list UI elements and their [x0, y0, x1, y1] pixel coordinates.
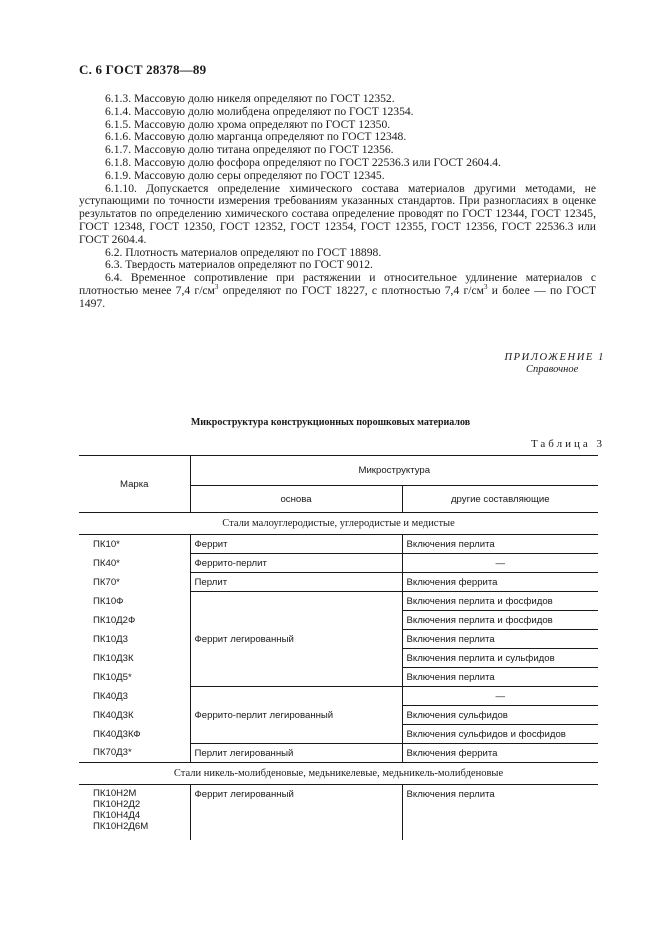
- table-row: [79, 592, 598, 611]
- paragraph-6-1-3: 6.1.3. Массовую долю никеля определяют по ГОСТ 12352.: [105, 92, 395, 105]
- mark-cell: ПК70Д3*: [79, 744, 190, 763]
- paragraph-6-1-5: 6.1.5. Массовую долю хрома определяют по ГОСТ 12350.: [105, 117, 391, 131]
- p64-text-1: 6.4. Временное сопротивление при растяжении и относительное удлинение материалов с плотностью менее 7,4 г/см: [79, 271, 596, 297]
- mark-cell: ПК10Ф: [93, 595, 124, 607]
- mark-cell: ПК40*: [93, 557, 120, 569]
- page-header: С. 6 ГОСТ 28378—89: [79, 62, 207, 77]
- header-other: другие составляющие: [402, 486, 598, 513]
- section-nickel-steels: Стали никель-молибденовые, медьникелевые, медьникель-молибденовые: [79, 763, 598, 785]
- paragraph-6-1-4: 6.1.4. Массовую долю молибдена определяют по ГОСТ 12354.: [105, 104, 414, 118]
- table-title: Микроструктура конструкционных порошковых материалов: [190, 417, 471, 428]
- other-cell: Включения сульфидов и фосфидов: [402, 725, 598, 744]
- table-row: [79, 535, 598, 554]
- other-cell: Включения сульфидов: [402, 706, 598, 725]
- other-cell: —: [402, 554, 598, 573]
- mark-cell: ПК10Д3К: [93, 652, 134, 664]
- base-cell-group-ferrite-pearlite-alloyed: Феррито-перлит легированный: [190, 687, 402, 744]
- section-carbon-steels: Стали малоуглеродистые, углеродистые и медистые: [79, 513, 598, 535]
- table-row: [79, 744, 598, 763]
- mark-cell: ПК70*: [93, 576, 120, 588]
- mark-cell: ПК40Д3КФ: [93, 728, 141, 740]
- appendix-subtitle: Справочное: [526, 364, 579, 375]
- base-cell: Феррит легированный: [190, 785, 402, 841]
- table-row: [79, 573, 598, 592]
- other-cell: Включения перлита: [402, 785, 598, 841]
- paragraph-6-4: [79, 272, 596, 310]
- mark-line: ПК10Н2М: [93, 788, 137, 799]
- other-cell: Включения перлита и фосфидов: [402, 592, 598, 611]
- mark-cell: ПК10*: [93, 538, 120, 550]
- paragraph-6-2: 6.2. Плотность материалов определяют по ГОСТ 18898.: [105, 245, 382, 259]
- p64-text-3: и более — по ГОСТ 1497.: [79, 283, 597, 310]
- other-cell: Включения перлита: [402, 630, 598, 649]
- mark-cell: ПК40Д3: [93, 690, 128, 702]
- base-cell: Перлит: [190, 573, 402, 592]
- table-row: [79, 554, 598, 573]
- mark-line: ПК10Н4Д4: [93, 810, 141, 821]
- paragraph-6-1-6: 6.1.6. Массовую долю марганца определяют по ГОСТ 12348.: [105, 130, 407, 144]
- header-mark: Марка: [79, 456, 190, 513]
- body-text: [79, 93, 596, 311]
- microstructure-table: [79, 455, 598, 840]
- other-cell: Включения перлита и фосфидов: [402, 611, 598, 630]
- other-cell: Включения феррита: [402, 744, 598, 763]
- base-cell: Перлит легированный: [190, 744, 402, 763]
- mark-cell: ПК10Д2Ф: [93, 614, 136, 626]
- base-cell: Феррит: [190, 535, 402, 554]
- mark-line: ПК10Н2Д6М: [93, 821, 149, 832]
- table-row: [79, 785, 598, 841]
- other-cell: Включения перлита и сульфидов: [402, 649, 598, 668]
- base-cell-group-ferrite-alloyed: Феррит легированный: [190, 592, 402, 687]
- base-cell: Феррито-перлит: [190, 554, 402, 573]
- other-cell: Включения перлита: [402, 668, 598, 687]
- header-base: основа: [190, 486, 402, 513]
- mark-cell-multi: [79, 785, 190, 841]
- other-cell: Включения феррита: [402, 573, 598, 592]
- other-cell: Включения перлита: [402, 535, 598, 554]
- paragraph-6-1-9: 6.1.9. Массовую долю серы определяют по ГОСТ 12345.: [105, 168, 385, 182]
- paragraph-6-1-8: 6.1.8. Массовую долю фосфора определяют по ГОСТ 22536.3 или ГОСТ 2604.4.: [105, 155, 501, 169]
- paragraph-6-1-10: 6.1.10. Допускается определение химического состава материалов другими методами, не уступающими по точности измерения требованиям указанных стандартов. При разногласиях в оценке результатов по определению химического состава определение проводят по ГОСТ 12344, ГОСТ 12345, ГОСТ 12348, ГОСТ 12350, ГОСТ 12352, ГОСТ 12354, ГОСТ 12355, ГОСТ 12356, ГОСТ 22536.3 или ГОСТ 2604.4.: [79, 181, 596, 246]
- table-label: Таблица 3: [530, 438, 605, 450]
- appendix-title: ПРИЛОЖЕНИЕ 1: [504, 352, 605, 363]
- p64-text-2: определяют по ГОСТ 18227, с плотностью 7,4 г/см: [218, 283, 484, 297]
- mark-cell: ПК40Д3К: [93, 709, 134, 721]
- mark-cell: ПК10Д3: [93, 633, 128, 645]
- table-row: [79, 687, 598, 706]
- other-cell: —: [402, 687, 598, 706]
- header-microstructure: Микроструктура: [190, 456, 598, 486]
- p64-sup-2: 3: [483, 283, 488, 292]
- paragraph-6-3: 6.3. Твердость материалов определяют по ГОСТ 9012.: [105, 258, 373, 272]
- p64-sup-1: 3: [214, 283, 219, 292]
- mark-line: ПК10Н2Д2: [93, 799, 141, 810]
- mark-cell: ПК10Д5*: [93, 671, 132, 683]
- paragraph-6-1-7: 6.1.7. Массовую долю титана определяют по ГОСТ 12356.: [105, 143, 394, 157]
